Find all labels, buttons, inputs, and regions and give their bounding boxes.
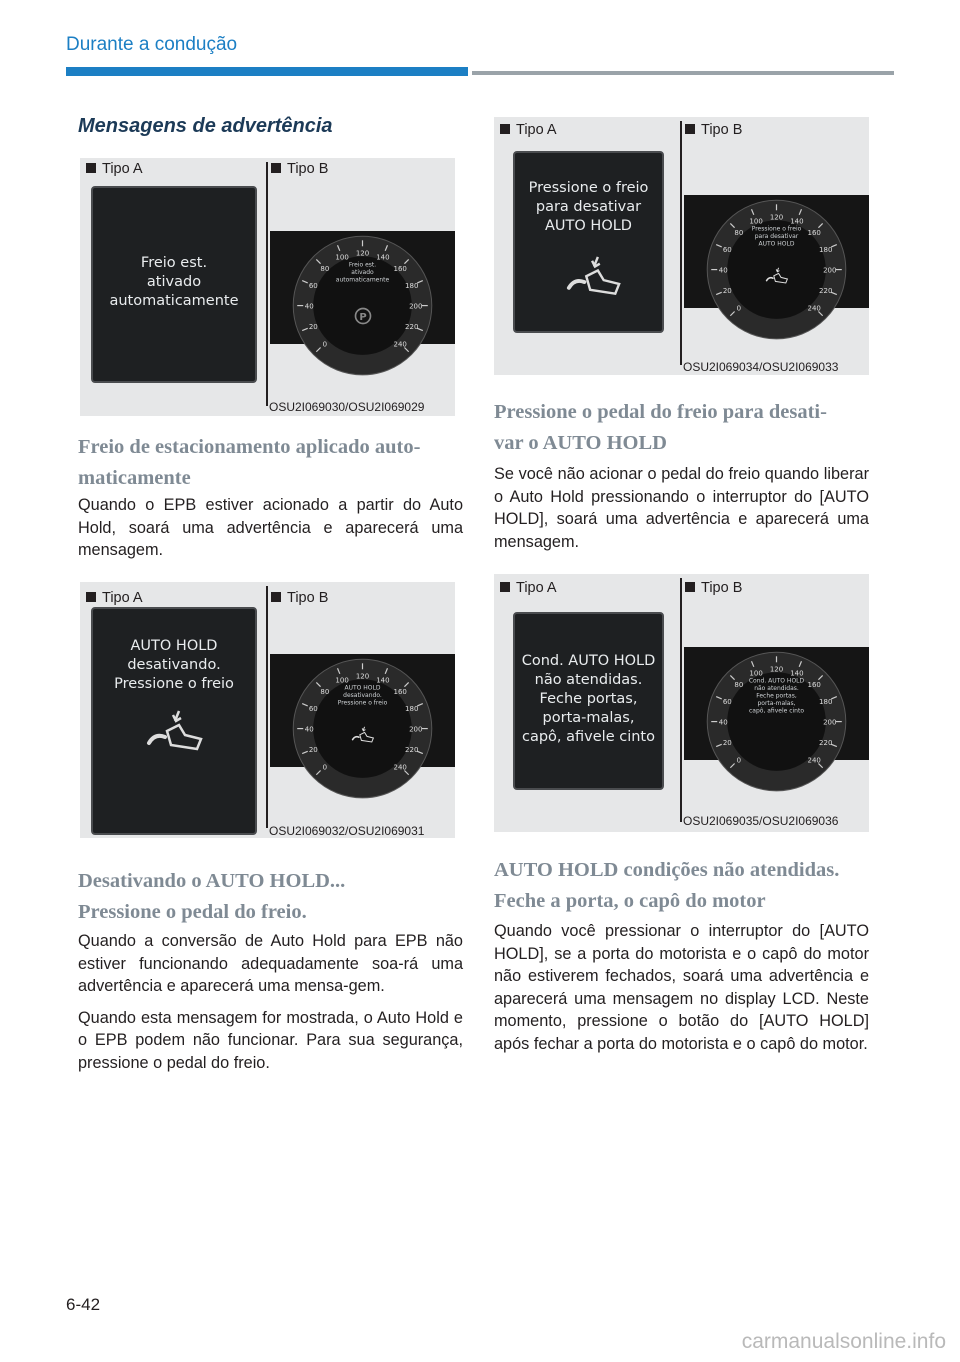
svg-text:P: P bbox=[358, 311, 367, 323]
gauge-tick-label: 80 bbox=[734, 228, 744, 237]
gauge-tick-label: 120 bbox=[769, 665, 784, 674]
gauge-tick-label: 60 bbox=[308, 282, 318, 291]
figure-code: OSU2I069035/OSU2I069036 bbox=[683, 814, 839, 828]
display-message-line: Pressione o freio bbox=[114, 676, 234, 692]
body-desativando bbox=[78, 930, 463, 1083]
gauge-tick-label: 240 bbox=[807, 304, 821, 313]
gauge-tick-label: 120 bbox=[769, 213, 784, 222]
display-message-line: Freio est. bbox=[140, 255, 208, 271]
gauge-tick-label: 160 bbox=[807, 228, 821, 237]
display-message bbox=[515, 652, 662, 747]
tipo-b-label: Tipo B bbox=[685, 122, 742, 138]
brake-pedal-icon bbox=[765, 267, 789, 284]
tipo-a-label: Tipo A bbox=[500, 122, 557, 138]
gauge-message-line: ativado bbox=[351, 268, 374, 276]
gauge-tick-label: 240 bbox=[393, 340, 407, 349]
gauge-tick-label: 60 bbox=[722, 698, 732, 707]
heading-condicoes bbox=[494, 855, 884, 917]
cluster-display-type-a bbox=[91, 607, 257, 835]
gauge-tick-label: 20 bbox=[308, 322, 318, 331]
gauge-tick-label: 80 bbox=[734, 680, 744, 689]
display-message-line: Pressione o freio bbox=[528, 180, 649, 196]
gauge-tick-label: 100 bbox=[335, 253, 349, 262]
brake-pedal-icon bbox=[351, 726, 375, 743]
heading-line: Pressione o pedal do freio. bbox=[78, 901, 307, 923]
cluster-display-type-a bbox=[513, 612, 664, 790]
gauge-tick-label: 0 bbox=[322, 763, 328, 772]
gauge-tick-label: 200 bbox=[409, 302, 423, 311]
speedometer-gauge bbox=[684, 647, 869, 765]
gauge-tick-label: 200 bbox=[409, 725, 423, 734]
brake-pedal-icon bbox=[565, 255, 623, 296]
cluster-display-type-a bbox=[513, 151, 664, 333]
display-message-line: AUTO HOLD bbox=[130, 638, 218, 654]
gauge-message-line: automaticamente bbox=[335, 276, 390, 284]
figure-divider bbox=[680, 121, 682, 365]
watermark: carmanualsonline.info bbox=[741, 1330, 946, 1353]
display-message bbox=[93, 637, 255, 694]
gauge-tick-label: 160 bbox=[393, 264, 407, 273]
figure-code: OSU2I069032/OSU2I069031 bbox=[269, 824, 425, 838]
cluster-display-type-b bbox=[684, 647, 869, 765]
bullet-square-icon bbox=[500, 582, 510, 592]
figure-divider bbox=[680, 578, 682, 822]
gauge-tick-label: 0 bbox=[736, 756, 742, 765]
gauge-tick-label: 220 bbox=[819, 286, 833, 295]
display-message-line: para desativar bbox=[535, 199, 642, 215]
gauge-tick-label: 120 bbox=[355, 249, 370, 258]
heading-line: var o AUTO HOLD bbox=[494, 432, 667, 454]
gauge-tick-label: 240 bbox=[807, 756, 821, 765]
paragraph: Quando esta mensagem for mostrada, o Auto Hold e o EPB podem não funcionar. Para sua segurança, pressione o pedal do freio. bbox=[78, 1008, 463, 1072]
paragraph: Quando a conversão de Auto Hold para EPB não estiver funcionando adequadamente soa-rá uma advertência e aparecerá uma mensa-gem. bbox=[78, 932, 463, 995]
paragraph: Se você não acionar o pedal do freio quando liberar o Auto Hold pressionando o interruptor do [AUTO HOLD], soará uma advertência e aparecerá uma mensagem. bbox=[494, 465, 869, 551]
gauge-message-line: Pressione o freio bbox=[337, 699, 388, 707]
figure-code: OSU2I069030/OSU2I069029 bbox=[269, 400, 425, 414]
gauge-tick-label: 140 bbox=[376, 676, 390, 685]
bullet-square-icon bbox=[86, 163, 96, 173]
heading-line: maticamente bbox=[78, 467, 191, 489]
gauge-tick-label: 220 bbox=[405, 322, 419, 331]
heading-freio-estacionamento bbox=[78, 432, 468, 494]
gauge-tick-label: 220 bbox=[819, 738, 833, 747]
paragraph: Quando o EPB estiver acionado a partir do Auto Hold, soará uma advertência e aparecerá uma mensagem. bbox=[78, 496, 463, 559]
gauge-tick-label: 100 bbox=[749, 669, 763, 678]
bullet-square-icon bbox=[86, 592, 96, 602]
gauge-tick-label: 60 bbox=[722, 246, 732, 255]
gauge-tick-label: 120 bbox=[355, 672, 370, 681]
gauge-message-line: capô, afivele cinto bbox=[748, 707, 805, 715]
chapter-title: Durante a condução bbox=[66, 34, 238, 55]
bullet-square-icon bbox=[685, 582, 695, 592]
figure-divider bbox=[266, 586, 268, 828]
gauge-tick-label: 0 bbox=[736, 304, 742, 313]
figure-divider bbox=[266, 162, 268, 406]
tipo-b-label: Tipo B bbox=[685, 580, 742, 596]
brake-pedal-icon bbox=[145, 709, 205, 751]
tipo-b-label: Tipo B bbox=[271, 161, 328, 177]
heading-line: Freio de estacionamento aplicado auto- bbox=[78, 436, 421, 458]
heading-desativando bbox=[78, 866, 468, 928]
bullet-square-icon bbox=[500, 124, 510, 134]
gauge-tick-label: 180 bbox=[819, 698, 833, 707]
bullet-square-icon bbox=[271, 592, 281, 602]
display-message-line: desativando. bbox=[127, 657, 221, 673]
body-condicoes bbox=[494, 920, 869, 1064]
display-message-line: capô, afivele cinto bbox=[522, 729, 655, 745]
section-title: Mensagens de advertência bbox=[78, 115, 333, 137]
gauge-message-line: porta-malas, bbox=[757, 699, 796, 707]
gauge-tick-label: 40 bbox=[718, 266, 728, 275]
gauge-message-line: AUTO HOLD bbox=[758, 240, 795, 248]
display-message bbox=[515, 179, 662, 236]
heading-line: Feche a porta, o capô do motor bbox=[494, 890, 766, 912]
heading-line: AUTO HOLD condições não atendidas. bbox=[494, 859, 840, 881]
tipo-b-label: Tipo B bbox=[271, 590, 328, 606]
cluster-display-type-b bbox=[270, 231, 455, 349]
heading-line: Desativando o AUTO HOLD... bbox=[78, 870, 346, 892]
gauge-tick-label: 20 bbox=[308, 745, 318, 754]
display-message-line: automaticamente bbox=[109, 293, 239, 309]
gauge-tick-label: 180 bbox=[819, 246, 833, 255]
display-message-line: Cond. AUTO HOLD bbox=[521, 653, 656, 669]
gauge-message-line: para desativar bbox=[754, 232, 799, 240]
gauge-tick-label: 140 bbox=[790, 669, 804, 678]
gauge-tick-label: 20 bbox=[722, 286, 732, 295]
header-rule bbox=[472, 71, 894, 75]
cluster-display-type-b bbox=[270, 654, 455, 772]
gauge-message-line: Cond. AUTO HOLD bbox=[748, 677, 805, 685]
gauge-tick-label: 140 bbox=[790, 217, 804, 226]
bullet-square-icon bbox=[271, 163, 281, 173]
gauge-tick-label: 160 bbox=[393, 687, 407, 696]
gauge-message-line: desativando. bbox=[343, 691, 382, 699]
gauge-tick-label: 200 bbox=[823, 266, 837, 275]
tipo-a-label: Tipo A bbox=[500, 580, 557, 596]
gauge-tick-label: 0 bbox=[322, 340, 328, 349]
speedometer-gauge bbox=[270, 231, 455, 349]
page-number: 6-42 bbox=[66, 1295, 101, 1314]
gauge-tick-label: 80 bbox=[320, 264, 330, 273]
tipo-a-label: Tipo A bbox=[86, 161, 143, 177]
gauge-tick-label: 20 bbox=[722, 738, 732, 747]
gauge-message-line: Freio est. bbox=[348, 261, 377, 269]
body-freio-estacionamento bbox=[78, 494, 463, 571]
gauge-tick-label: 200 bbox=[823, 718, 837, 727]
speedometer-gauge bbox=[270, 654, 455, 772]
gauge-tick-label: 140 bbox=[376, 253, 390, 262]
gauge-tick-label: 220 bbox=[405, 745, 419, 754]
paragraph: Quando você pressionar o interruptor do [AUTO HOLD], se a porta do motorista e o capô do motor não estiverem fechados, soará uma advertência e aparecerá uma mensagem no display LCD. Neste momento, pressione o botão do [AUTO HOLD] após fechar a porta do motorista e o capô do motor. bbox=[494, 922, 869, 1053]
gauge-message-line: AUTO HOLD bbox=[344, 684, 381, 692]
gauge-message-line: não atendidas. bbox=[754, 684, 799, 692]
gauge-tick-label: 100 bbox=[749, 217, 763, 226]
gauge-tick-label: 40 bbox=[304, 725, 314, 734]
gauge-tick-label: 80 bbox=[320, 687, 330, 696]
gauge-tick-label: 180 bbox=[405, 705, 419, 714]
gauge-message-line: Pressione o freio bbox=[751, 225, 802, 233]
display-message-line: AUTO HOLD bbox=[545, 218, 632, 234]
parking-brake-icon bbox=[353, 306, 373, 326]
gauge-tick-label: 100 bbox=[335, 676, 349, 685]
gauge-tick-label: 180 bbox=[405, 282, 419, 291]
speedometer-gauge bbox=[684, 195, 869, 313]
display-message-line: não atendidas. bbox=[534, 672, 643, 688]
gauge-tick-label: 240 bbox=[393, 763, 407, 772]
header-accent-bar bbox=[66, 67, 468, 76]
gauge-tick-label: 60 bbox=[308, 705, 318, 714]
gauge-message-line: Feche portas, bbox=[756, 692, 797, 700]
display-message-line: Feche portas, bbox=[539, 691, 638, 707]
bullet-square-icon bbox=[685, 124, 695, 134]
display-message bbox=[93, 254, 255, 311]
tipo-a-label: Tipo A bbox=[86, 590, 143, 606]
body-pressione-pedal bbox=[494, 463, 869, 562]
gauge-tick-label: 40 bbox=[718, 718, 728, 727]
heading-pressione-pedal bbox=[494, 397, 884, 459]
figure-code: OSU2I069034/OSU2I069033 bbox=[683, 360, 839, 374]
cluster-display-type-a bbox=[91, 186, 257, 383]
display-message-line: ativado bbox=[146, 274, 202, 290]
heading-line: Pressione o pedal do freio para desati- bbox=[494, 401, 827, 423]
display-message-line: porta-malas, bbox=[542, 710, 635, 726]
gauge-tick-label: 160 bbox=[807, 680, 821, 689]
gauge-tick-label: 40 bbox=[304, 302, 314, 311]
cluster-display-type-b bbox=[684, 195, 869, 313]
